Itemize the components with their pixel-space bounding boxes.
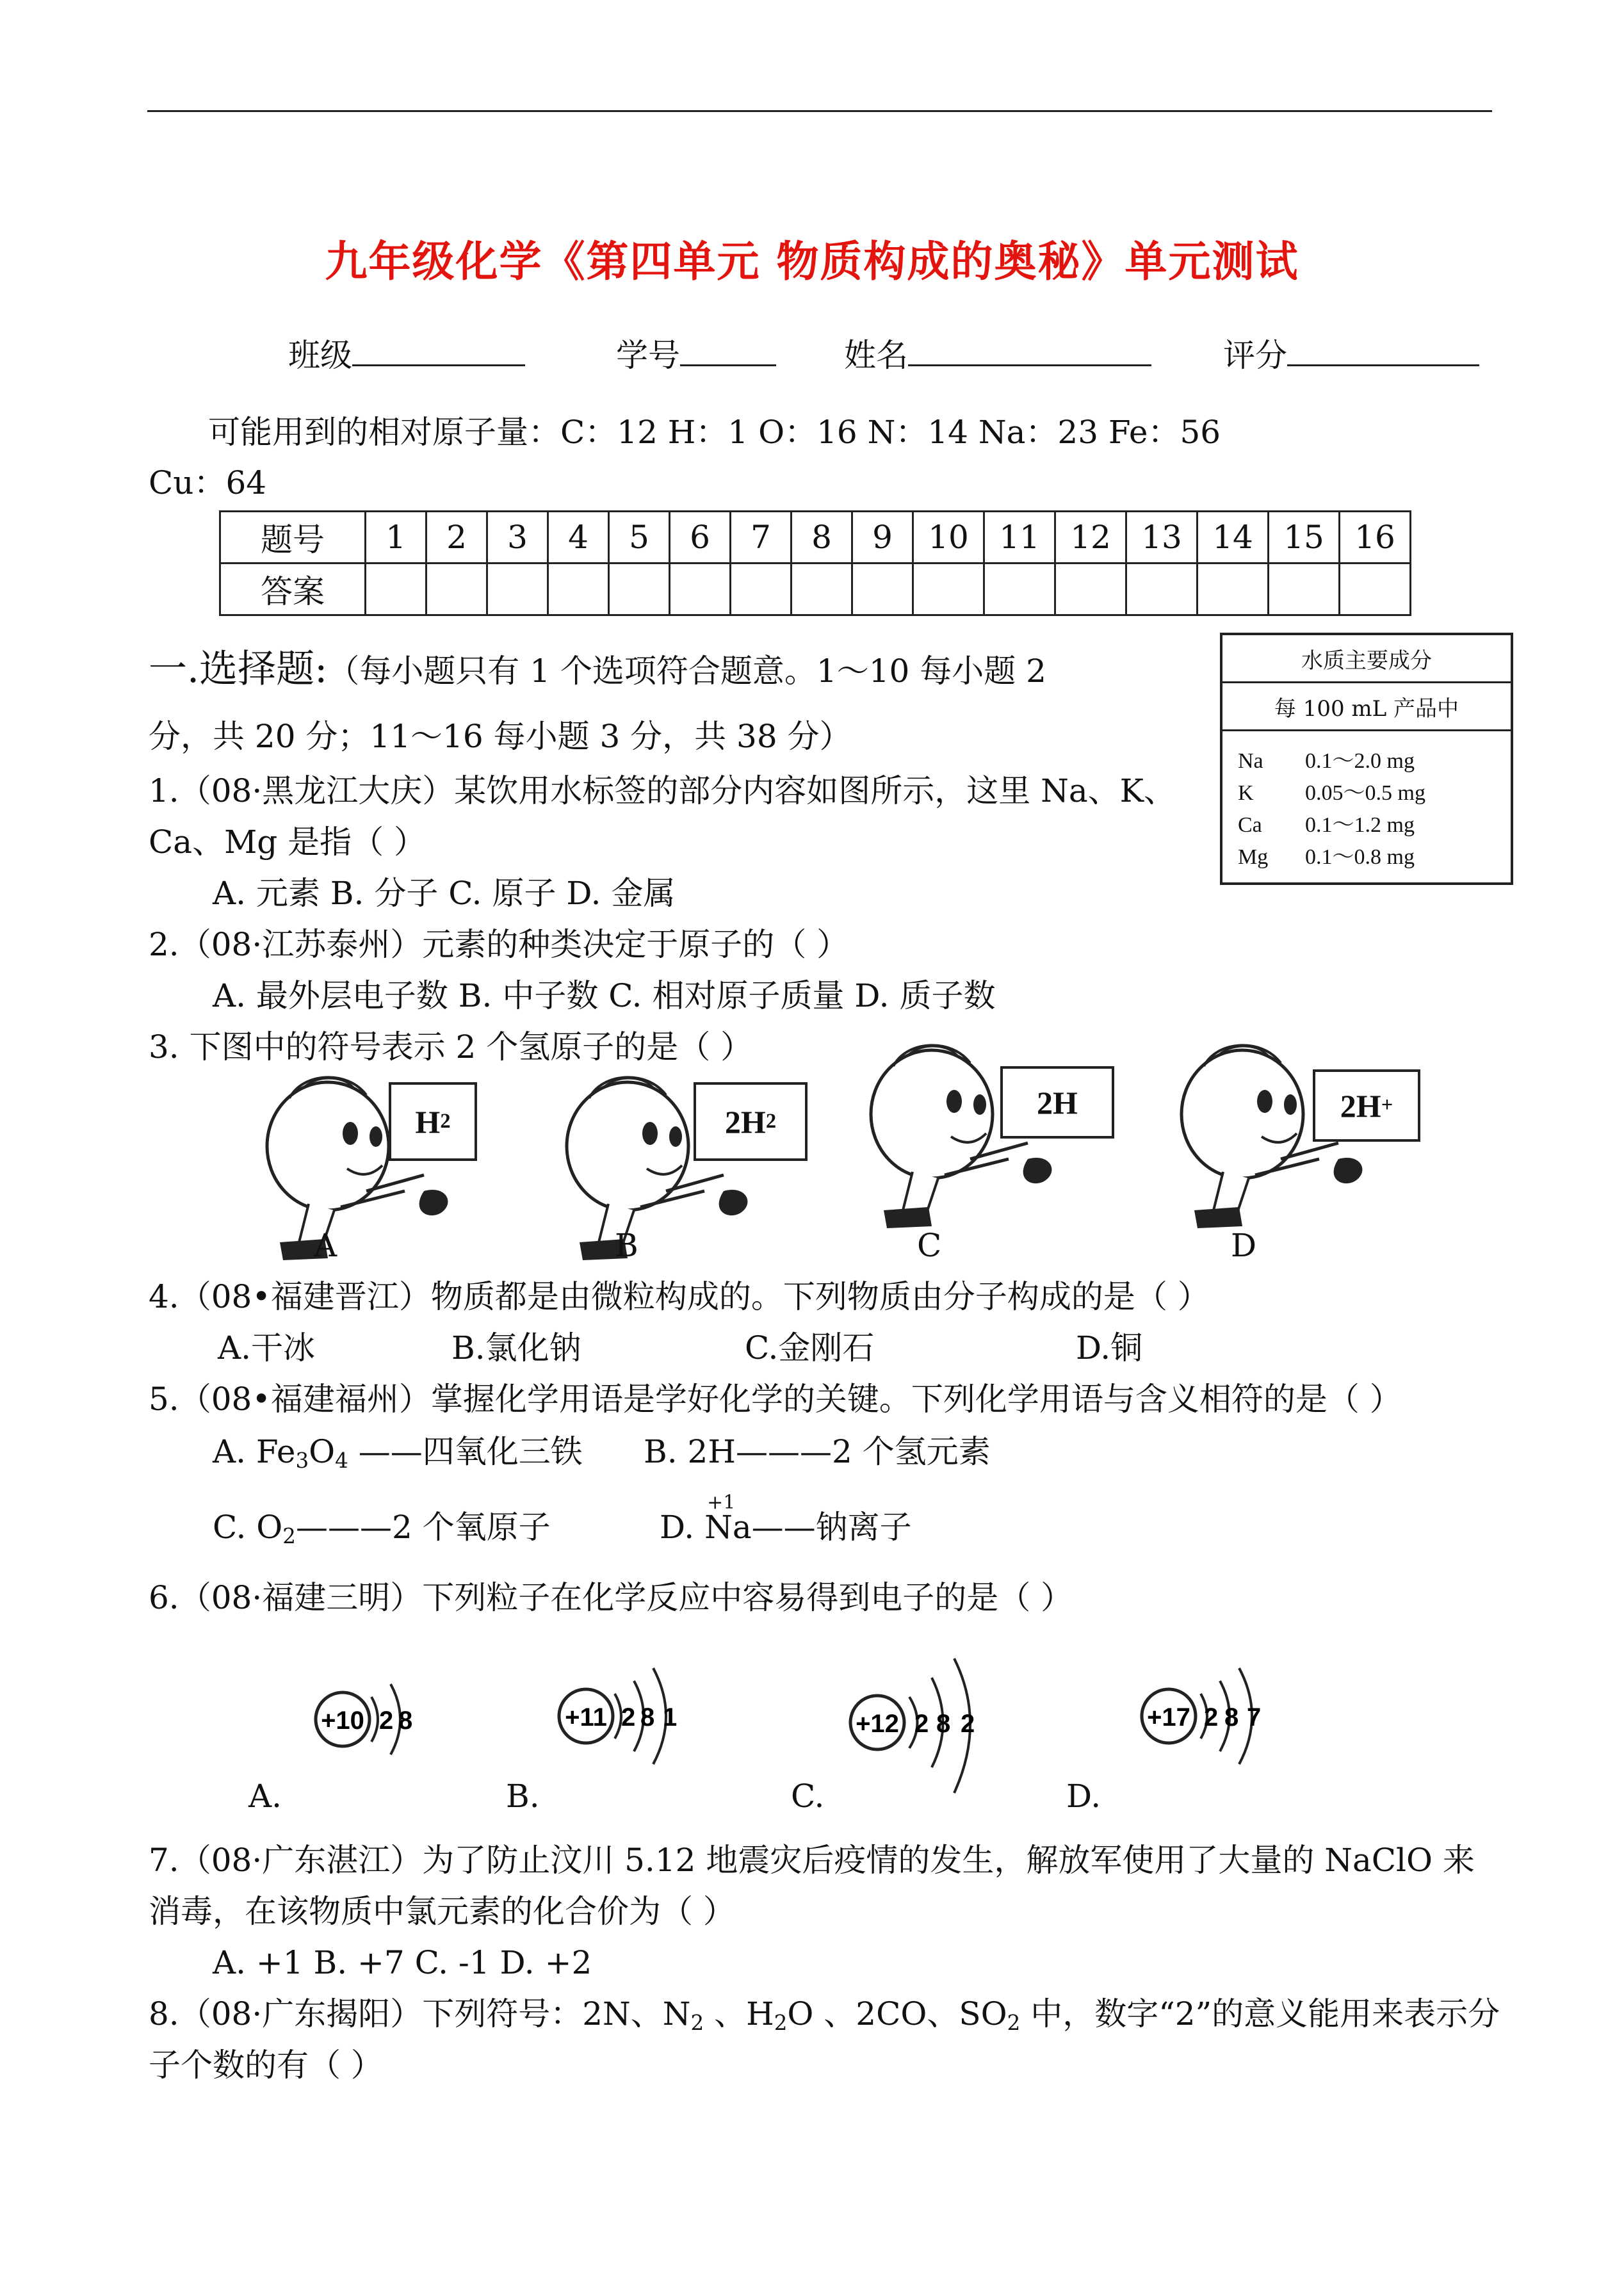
symbol-card-d: 2H +	[1313, 1069, 1420, 1142]
question-5-option-c: C. $O_2———2$ 个氧原子	[213, 1509, 551, 1549]
atom-letter-d: D.	[1066, 1778, 1101, 1815]
table-cell-number: 5	[609, 512, 670, 564]
field-student-id[interactable]: 学号	[616, 336, 776, 375]
nucleus-label: +11	[565, 1703, 607, 1731]
question-5-option-b: B. 2H———2 个氢元素	[644, 1433, 991, 1470]
water-label-row: Ca 0.1～1.2 mg	[1238, 813, 1415, 837]
table-cell-number: 2	[426, 512, 487, 564]
field-name[interactable]: 姓名	[844, 336, 1151, 375]
field-score[interactable]: 评分	[1223, 336, 1479, 375]
table-cell-number: 1	[366, 512, 426, 564]
question-8-stem-2: 子个数的有（ ）	[149, 2047, 383, 2084]
atom-diagram-c	[850, 1658, 975, 1793]
shell-electrons: 8	[398, 1707, 413, 1735]
table-cell-number: 11	[984, 512, 1055, 564]
table-cell-number: 9	[852, 512, 913, 564]
table-cell-number: 15	[1269, 512, 1340, 564]
question-6-stem: 6.（08·福建三明）下列粒子在化学反应中容易得到电子的是（ ）	[149, 1579, 1073, 1616]
question-4-option-b: B.氯化钠	[451, 1329, 581, 1366]
question-2-stem: 2.（08·江苏泰州）元素的种类决定于原子的（ ）	[149, 926, 849, 963]
question-1-stem-2: Ca、Mg 是指（ ）	[149, 823, 426, 861]
atomic-mass-line-2: Cu：64	[149, 464, 267, 501]
symbol-card-b: 2H 2	[694, 1082, 808, 1161]
shell-electrons: 8	[1224, 1703, 1239, 1731]
table-cell-number: 12	[1055, 512, 1126, 564]
shell-electrons: 1	[663, 1703, 678, 1731]
table-cell-number: 10	[913, 512, 984, 564]
shell-electrons: 8	[640, 1703, 655, 1731]
field-class[interactable]: 班级	[288, 336, 525, 375]
shell-electrons: 2	[1204, 1703, 1219, 1731]
option-letter-b: B	[615, 1227, 638, 1264]
table-cell-number: 3	[487, 512, 548, 564]
water-label-row: Na 0.1～2.0 mg	[1238, 749, 1415, 773]
question-7-options: A. +1 B. +7 C. -1 D. +2	[213, 1944, 592, 1981]
question-4-option-a: A.干冰	[218, 1329, 316, 1366]
valence-mark: +1	[707, 1491, 736, 1514]
question-1-stem: 1.（08·黑龙江大庆）某饮用水标签的部分内容如图所示，这里 Na、K、	[149, 772, 1176, 809]
atom-letter-c: C.	[791, 1778, 825, 1815]
symbol-card-c: 2H	[1000, 1066, 1114, 1139]
question-4-option-d: D.铜	[1076, 1329, 1143, 1366]
question-2-options: A. 最外层电子数 B. 中子数 C. 相对原子质量 D. 质子数	[213, 977, 996, 1014]
question-4-stem: 4.（08•福建晋江）物质都是由微粒构成的。下列物质由分子构成的是（ ）	[149, 1278, 1210, 1315]
atomic-mass-line: 可能用到的相对原子量：C：12 H：1 O：16 N：14 Na：23 Fe：56	[208, 414, 1221, 451]
atom-letter-a: A.	[248, 1778, 282, 1815]
question-4-option-c: C.金刚石	[745, 1329, 875, 1366]
nucleus-label: +12	[856, 1710, 899, 1738]
water-label-row: Mg 0.1～0.8 mg	[1238, 845, 1415, 869]
atom-diagram-b	[559, 1668, 677, 1764]
symbol-card-a: H 2	[389, 1082, 477, 1161]
atom-diagram-a	[316, 1684, 412, 1755]
question-7-stem-2: 消毒，在该物质中氯元素的化合价为（ ）	[149, 1893, 735, 1930]
table-header-number: 题号	[220, 512, 366, 564]
table-cell-number: 4	[548, 512, 609, 564]
question-5-option-d: D. +1 Na——钠离子	[660, 1508, 912, 1546]
question-8-stem: 8.（08·广东揭阳）下列符号：2N、$N_2$ 、$H_2O$ 、2CO、$SO_2$ 中，数字“2”的意义能用来表示分	[149, 1995, 1500, 2036]
table-header-answer: 答案	[220, 564, 366, 615]
atom-letter-b: B.	[506, 1778, 540, 1815]
table-cell-number: 16	[1340, 512, 1411, 564]
shell-electrons: 7	[1247, 1703, 1262, 1731]
question-7-stem: 7.（08·广东湛江）为了防止汶川 5.12 地震灾后疫情的发生，解放军使用了大量的 NaClO 来	[149, 1842, 1475, 1879]
water-label-subtitle: 每 100 mL 产品中	[1222, 683, 1511, 731]
table-cell-number: 14	[1198, 512, 1269, 564]
shell-electrons: 2	[621, 1703, 636, 1731]
shell-electrons: 2	[961, 1710, 975, 1738]
option-letter-d: D	[1231, 1227, 1257, 1264]
option-letter-c: C	[917, 1227, 942, 1264]
question-1-options: A. 元素 B. 分子 C. 原子 D. 金属	[213, 875, 676, 912]
shell-electrons: 2	[914, 1710, 929, 1738]
table-cell-number: 13	[1126, 512, 1198, 564]
water-label-title: 水质主要成分	[1222, 635, 1511, 683]
table-cell-number: 7	[731, 512, 792, 564]
section-heading: 一.选择题:（每小题只有 1 个选项符合题意。1～10 每小题 2	[149, 647, 1046, 692]
table-cell-number: 8	[792, 512, 852, 564]
atom-diagram-d	[1142, 1668, 1261, 1764]
section-description: 分，共 20 分；11～16 每小题 3 分，共 38 分）	[149, 718, 852, 755]
shell-electrons: 8	[936, 1710, 951, 1738]
question-5-option-a: A. $Fe_3O_4$ ——四氧化三铁	[213, 1433, 583, 1473]
page-title: 九年级化学《第四单元 物质构成的奥秘》单元测试	[325, 236, 1299, 286]
question-5-stem: 5.（08•福建福州）掌握化学用语是学好化学的关键。下列化学用语与含义相符的是（ ）	[149, 1381, 1402, 1418]
table-cell-number: 6	[670, 512, 731, 564]
option-letter-a: A	[314, 1227, 337, 1264]
nucleus-label: +10	[321, 1707, 364, 1735]
nucleus-label: +17	[1147, 1703, 1190, 1731]
water-label-row: K 0.05～0.5 mg	[1238, 781, 1425, 805]
shell-electrons: 2	[379, 1707, 394, 1735]
question-3-stem: 3. 下图中的符号表示 2 个氢原子的是（ ）	[149, 1028, 753, 1066]
